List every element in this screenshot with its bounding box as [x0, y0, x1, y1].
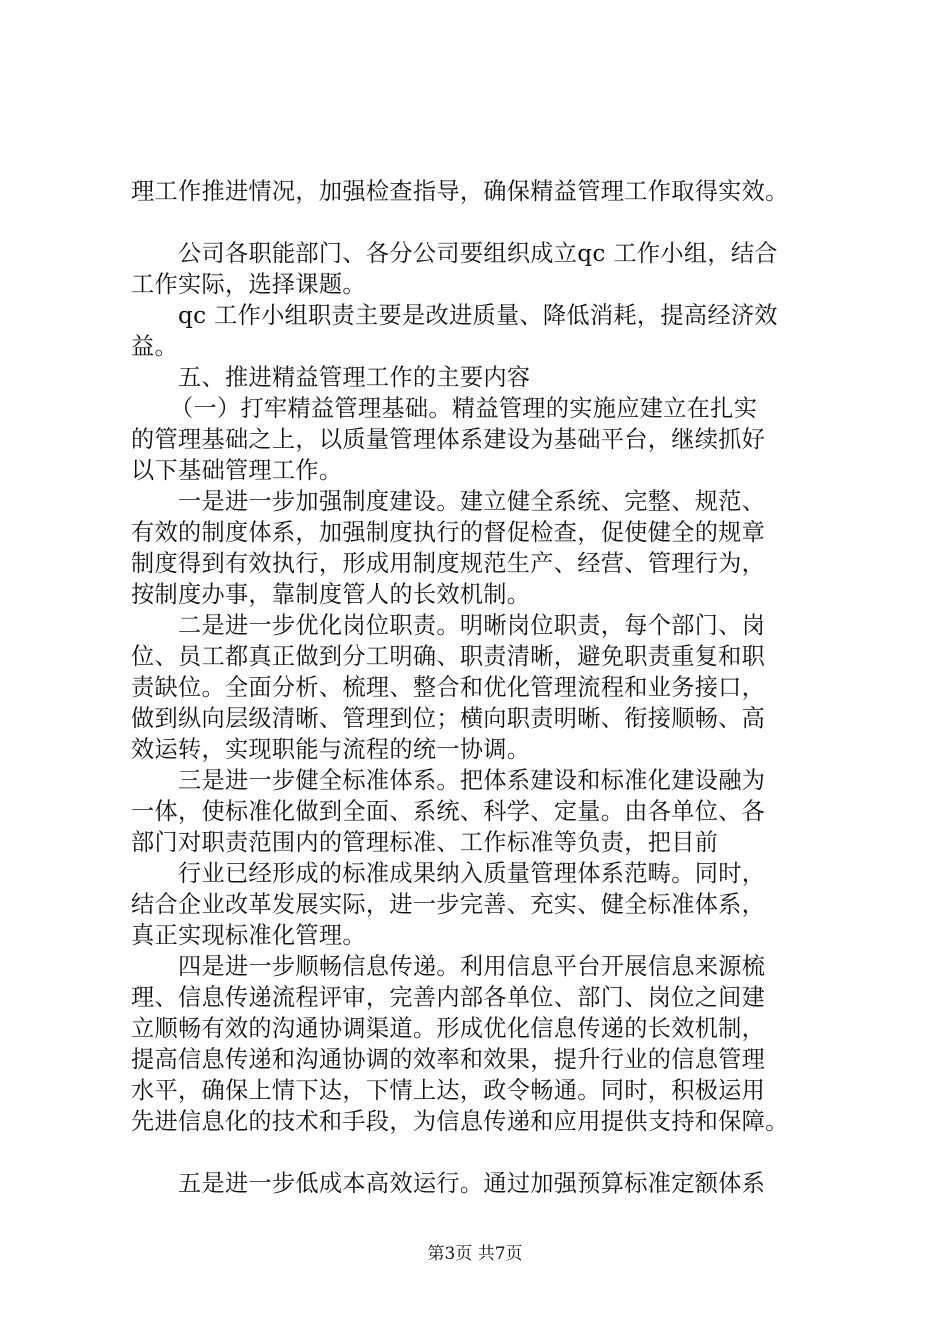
text-line: 结合企业改革发展实际，进一步完善、充实、健全标准体系， — [131, 891, 766, 918]
text-line: 制度得到有效执行，形成用制度规范生产、经营、管理行为， — [131, 550, 766, 577]
text-line: 三是进一步健全标准体系。把体系建设和标准化建设融为 — [178, 767, 766, 794]
text-line: 工作实际，选择课题。 — [131, 271, 366, 298]
text-line: 按制度办事，靠制度管人的长效机制。 — [131, 581, 531, 608]
text-line: 立顺畅有效的沟通协调渠道。形成优化信息传递的长效机制， — [131, 1015, 766, 1042]
text-line: 位、员工都真正做到分工明确、职责清晰，避免职责重复和职 — [131, 643, 766, 670]
text-line: 行业已经形成的标准成果纳入质量管理体系范畴。同时， — [178, 860, 766, 887]
text-line: 真正实现标准化管理。 — [131, 922, 366, 949]
section-heading: 五、推进精益管理工作的主要内容 — [178, 364, 531, 391]
text-line: 理、信息传递流程评审，完善内部各单位、部门、岗位之间建 — [131, 984, 766, 1011]
text-line: 水平，确保上情下达，下情上达，政令畅通。同时，积极运用 — [131, 1077, 766, 1104]
text-line: 效运转，实现职能与流程的统一协调。 — [131, 736, 531, 763]
text-line: 有效的制度体系，加强制度执行的督促检查，促使健全的规章 — [131, 519, 766, 546]
text-line: 益。 — [131, 333, 178, 360]
text-line: 二是进一步优化岗位职责。明晰岗位职责，每个部门、岗 — [178, 612, 766, 639]
text-line: 做到纵向层级清晰、管理到位；横向职责明晰、衔接顺畅、高 — [131, 705, 766, 732]
text-line: 的管理基础之上，以质量管理体系建设为基础平台，继续抓好 — [131, 426, 766, 453]
text-line: （一）打牢精益管理基础。精益管理的实施应建立在扎实 — [170, 395, 758, 422]
text-line: 一是进一步加强制度建设。建立健全系统、完整、规范、 — [178, 488, 766, 515]
text-line: qc 工作小组职责主要是改进质量、降低消耗，提高经济效 — [178, 302, 778, 329]
text-line: 以下基础管理工作。 — [131, 457, 343, 484]
text-line: 五是进一步低成本高效运行。通过加强预算标准定额体系 — [178, 1170, 766, 1197]
text-line: 四是进一步顺畅信息传递。利用信息平台开展信息来源梳 — [178, 953, 766, 980]
text-line: 公司各职能部门、各分公司要组织成立qc 工作小组，结合 — [178, 240, 778, 267]
text-line: 先进信息化的技术和手段，为信息传递和应用提供支持和保障。 — [131, 1108, 789, 1135]
text-line: 提高信息传递和沟通协调的效率和效果，提升行业的信息管理 — [131, 1046, 766, 1073]
text-line: 部门对职责范围内的管理标准、工作标准等负责，把目前 — [131, 829, 719, 856]
text-line: 一体，使标准化做到全面、系统、科学、定量。由各单位、各 — [131, 798, 766, 825]
text-line: 理工作推进情况，加强检查指导，确保精益管理工作取得实效。 — [131, 178, 789, 205]
text-line: 责缺位。全面分析、梳理、整合和优化管理流程和业务接口， — [131, 674, 766, 701]
page-number-footer: 第3页 共7页 — [427, 1244, 523, 1264]
